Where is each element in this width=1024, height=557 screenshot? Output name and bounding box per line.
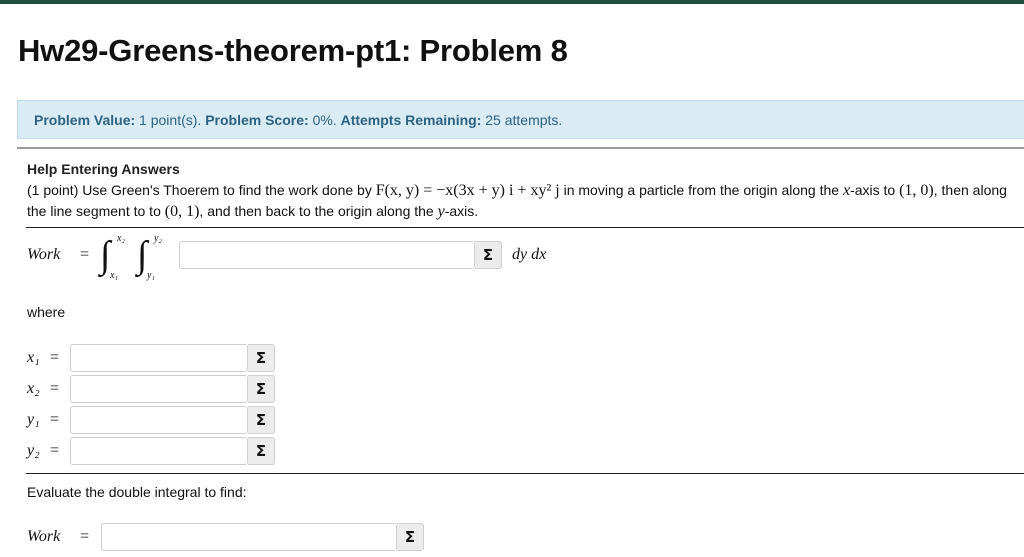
x-axis-var: x <box>842 182 851 199</box>
work-equals: = <box>80 246 90 263</box>
x2-label: x₂ <box>27 380 40 397</box>
sigma-icon: Σ <box>255 380 267 398</box>
problem-text-1: Use Green's Thoerem to find the work done by <box>78 182 376 198</box>
outer-lower-limit: x₁ <box>110 270 118 281</box>
work-label: Work <box>27 246 61 263</box>
differentials: dy dx <box>512 246 547 263</box>
y1-equation-editor-button[interactable] <box>248 406 275 434</box>
limits-divider <box>26 473 1024 474</box>
page-title: Hw29-Greens-theorem-pt1: Problem 8 <box>18 33 568 68</box>
x1-label: x₁ <box>27 349 40 366</box>
attempts-remaining-label: Attempts Remaining: <box>340 112 482 128</box>
sigma-icon: Σ <box>255 411 267 429</box>
problem-value: 1 point(s). <box>139 112 202 128</box>
attempts-remaining: 25 attempts. <box>485 112 563 128</box>
problem-info-bar <box>17 100 1024 139</box>
problem-statement <box>27 180 1017 222</box>
where-label: where <box>27 304 66 320</box>
x1-equals: = <box>50 349 60 366</box>
integrand-input[interactable] <box>179 241 475 269</box>
evaluate-instruction: Evaluate the double integral to find: <box>27 484 247 500</box>
final-work-input[interactable] <box>101 523 397 551</box>
final-work-equation-editor-button[interactable] <box>397 523 424 551</box>
inner-upper-limit: y₂ <box>154 233 162 244</box>
y1-input[interactable] <box>70 406 248 434</box>
inner-lower-limit: y₁ <box>147 270 155 281</box>
y1-equals: = <box>50 411 60 428</box>
y2-input[interactable] <box>70 437 248 465</box>
x2-equals: = <box>50 380 60 397</box>
help-entering-answers-link[interactable]: Help Entering Answers <box>27 161 180 177</box>
y-axis-var: y <box>437 203 445 220</box>
top-accent-bar <box>0 0 1024 4</box>
problem-text-4: , then along the line segment to to <box>27 182 1007 219</box>
final-work-label: Work <box>27 528 61 545</box>
point-1: (1, 0) <box>899 182 934 199</box>
integrand-equation-editor-button[interactable] <box>475 241 502 269</box>
sigma-icon: Σ <box>482 246 494 264</box>
problem-points: (1 point) <box>27 182 79 198</box>
sigma-icon: Σ <box>255 349 267 367</box>
vector-field: F(x, y) = −x(3x + y) i + xy² j <box>375 182 560 199</box>
x2-input[interactable] <box>70 375 248 403</box>
y2-equation-editor-button[interactable] <box>248 437 275 465</box>
problem-text-2: in moving a particle from the origin along the <box>559 182 843 198</box>
x1-input[interactable] <box>70 344 248 372</box>
section-divider <box>17 147 1024 149</box>
sigma-icon: Σ <box>404 528 416 546</box>
y2-equals: = <box>50 442 60 459</box>
problem-text-6: -axis. <box>444 203 479 219</box>
final-work-equals: = <box>80 528 90 545</box>
sigma-icon: Σ <box>255 442 267 460</box>
problem-value-label: Problem Value: <box>34 112 136 128</box>
x2-equation-editor-button[interactable] <box>248 375 275 403</box>
y1-label: y₁ <box>27 411 40 428</box>
point-2: (0, 1) <box>164 203 200 220</box>
problem-score: 0%. <box>312 112 337 128</box>
problem-score-label: Problem Score: <box>205 112 309 128</box>
problem-text-5: , and then back to the origin along the <box>199 203 438 219</box>
problem-text-3: -axis to <box>850 182 900 198</box>
y2-label: y₂ <box>27 442 40 459</box>
x1-equation-editor-button[interactable] <box>248 344 275 372</box>
outer-upper-limit: x₂ <box>117 233 125 244</box>
inner-integral-sign: ∫ <box>137 234 148 276</box>
problem-divider <box>26 227 1024 228</box>
outer-integral-sign: ∫ <box>100 234 111 276</box>
